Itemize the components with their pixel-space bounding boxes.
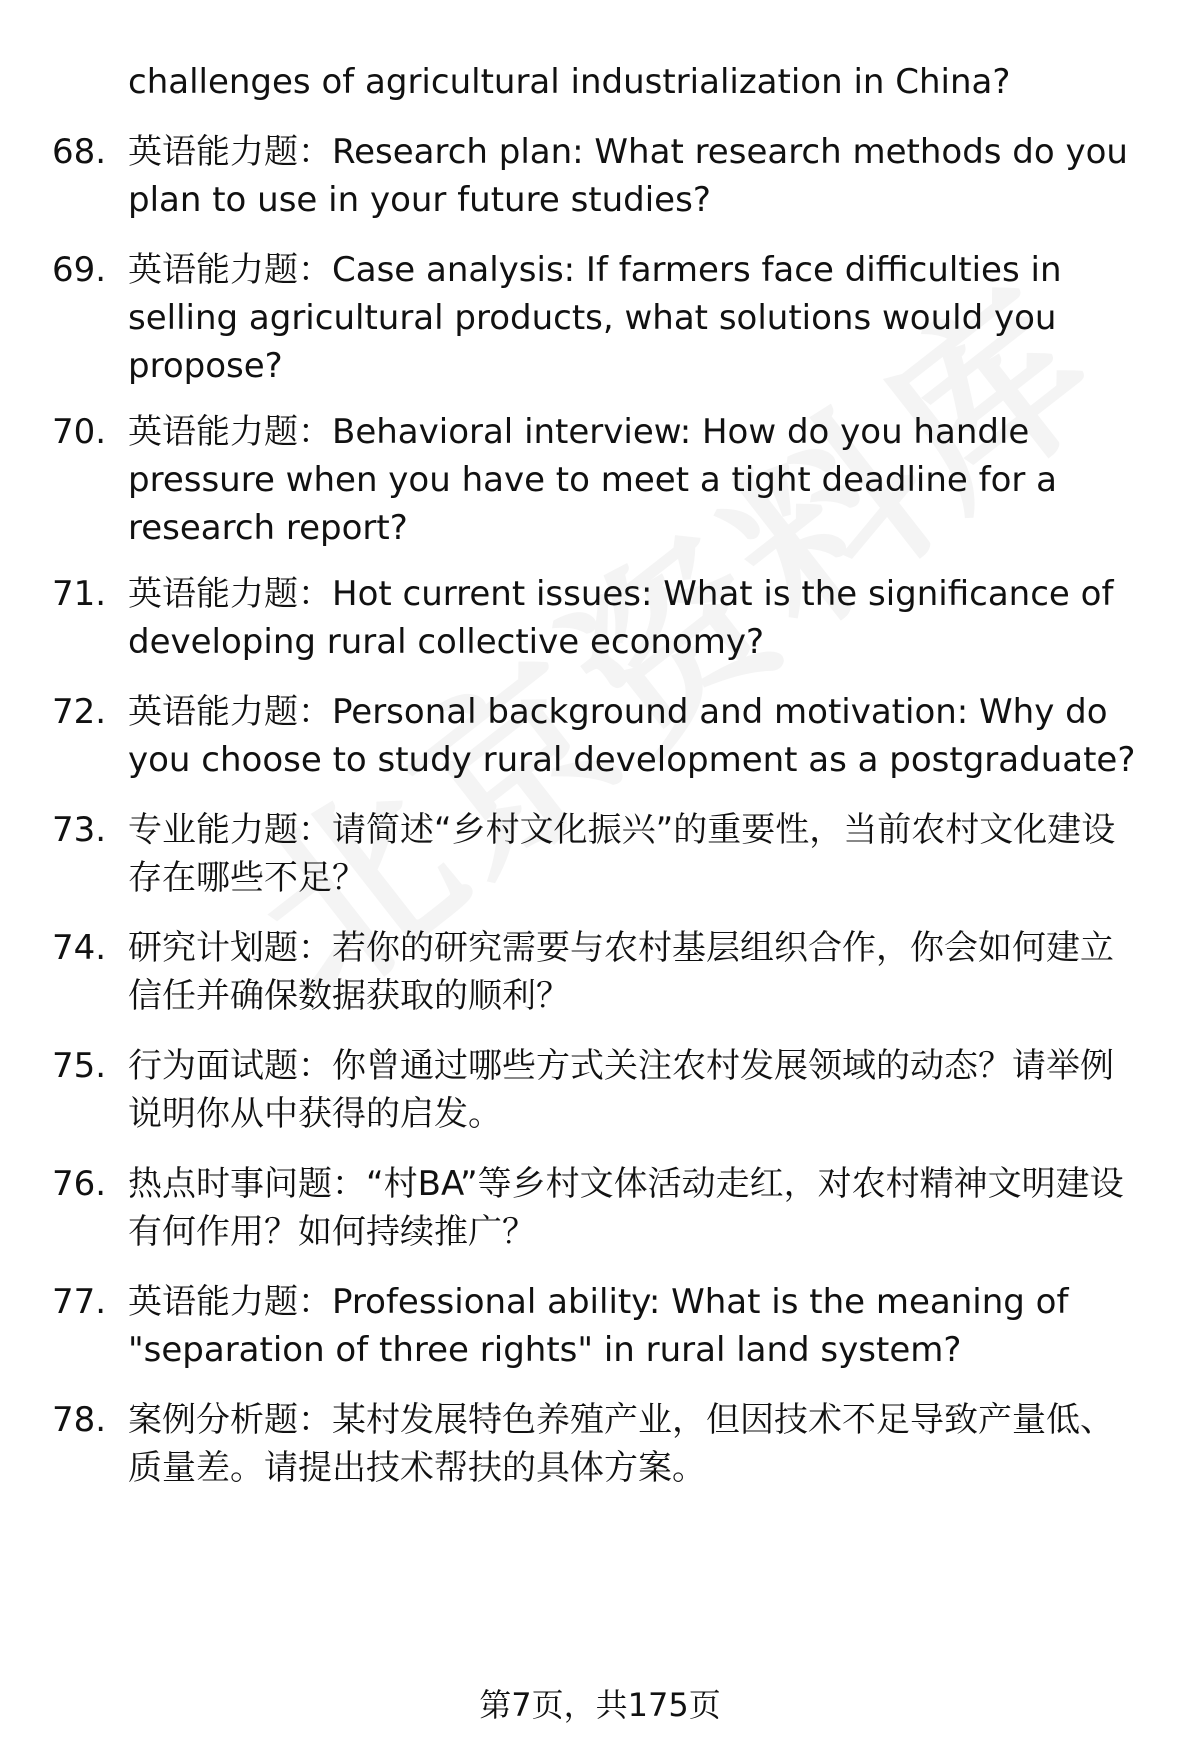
continued-question-text: challenges of agricultural industrialization in China? (128, 62, 1011, 102)
question-number: 71. (52, 574, 107, 614)
question-item (52, 1042, 1152, 1138)
question-item (52, 1278, 1152, 1374)
question-number: 74. (52, 928, 107, 968)
question-item (52, 246, 1152, 390)
question-text: 英语能力题：Behavioral interview: How do you handle pressure when you have to meet a tight deadline for a research report? (128, 412, 1058, 548)
question-text: 英语能力题：Hot current issues: What is the significance of developing rural collective economy? (128, 574, 1114, 662)
question-text: 专业能力题：请简述“乡村文化振兴”的重要性，当前农村文化建设存在哪些不足？ (128, 810, 1116, 898)
question-text: 行为面试题：你曾通过哪些方式关注农村发展领域的动态？请举例说明你从中获得的启发。 (128, 1046, 1114, 1134)
question-text: 研究计划题：若你的研究需要与农村基层组织合作，你会如何建立信任并确保数据获取的顺利？ (128, 928, 1114, 1016)
question-item (52, 688, 1152, 784)
question-number: 76. (52, 1164, 107, 1204)
question-text: 英语能力题：Case analysis: If farmers face difficulties in selling agricultural products, what solutions would you propose? (128, 250, 1062, 386)
question-item (52, 128, 1152, 224)
question-item (52, 1160, 1152, 1256)
page-number-footer: 第7页，共175页 (479, 1686, 721, 1724)
question-number: 75. (52, 1046, 107, 1086)
question-number: 68. (52, 132, 107, 172)
question-number: 78. (52, 1400, 107, 1440)
question-number: 69. (52, 250, 107, 290)
question-text: 英语能力题：Research plan: What research methods do you plan to use in your future studies? (128, 132, 1128, 220)
question-item (52, 924, 1152, 1020)
question-text: 热点时事问题：“村BA”等乡村文体活动走红，对农村精神文明建设有何作用？如何持续推广？ (128, 1164, 1124, 1252)
question-item (52, 1396, 1152, 1492)
question-text: 英语能力题：Professional ability: What is the meaning of "separation of three rights" in rural land system? (128, 1282, 1069, 1370)
question-text: 英语能力题：Personal background and motivation: Why do you choose to study rural development as a postgraduate? (128, 692, 1136, 780)
question-item (52, 408, 1152, 552)
question-number: 77. (52, 1282, 107, 1322)
question-number: 70. (52, 412, 107, 452)
question-text: 案例分析题：某村发展特色养殖产业，但因技术不足导致产量低、质量差。请提出技术帮扶的具体方案。 (128, 1400, 1114, 1488)
question-number: 72. (52, 692, 107, 732)
question-number: 73. (52, 810, 107, 850)
question-item (52, 806, 1152, 902)
question-item (52, 570, 1152, 666)
